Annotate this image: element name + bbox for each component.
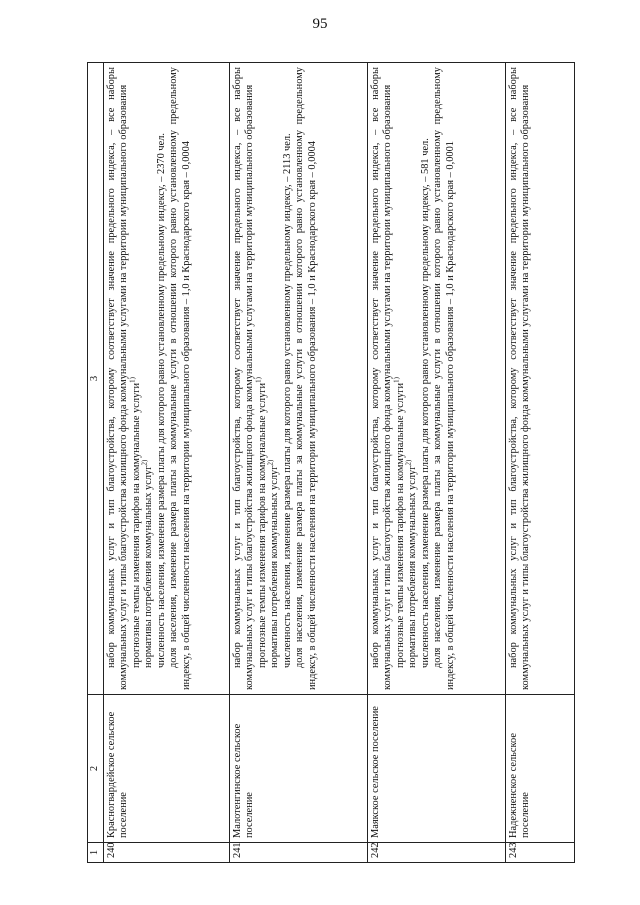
row-description <box>230 63 368 695</box>
description-line: численность населения, изменение размера платы для которого равно установленному предельному индексу, – 2370 чел. <box>155 132 167 668</box>
column-header: 1 <box>88 843 104 863</box>
row-number: 242 <box>368 843 506 863</box>
row-description <box>368 63 506 695</box>
row-number: 241 <box>230 843 368 863</box>
description-line: нормативы потребления коммунальных услуг$^{2)}$ <box>404 459 419 668</box>
description-line: прогнозные темпы изменения тарифов на коммунальные услуги$^{1)}$ <box>392 377 406 668</box>
table-row <box>368 63 506 863</box>
description-line: набор коммунальных услуг и тип благоустройства, которому соответствует значение предельного индекса, – все наборы коммунальных услуг и типы благоустройства жилищного фонда коммунальными услугами на территории муниципального образования <box>508 67 532 690</box>
description-line: набор коммунальных услуг и тип благоустройства, которому соответствует значение предельного индекса, – все наборы коммунальных услуг и типы благоустройства жилищного фонда коммунальными услугами на территории муниципального образования <box>106 67 130 690</box>
row-description <box>104 63 230 695</box>
tariff-index-table <box>87 62 575 863</box>
description-line: численность населения, изменение размера платы для которого равно установленному предельному индексу, – 2113 чел. <box>281 133 293 668</box>
description-line: прогнозные темпы изменения тарифов на коммунальные услуги$^{1)}$ <box>254 377 268 668</box>
description-line: нормативы потребления коммунальных услуг$^{2)}$ <box>266 459 281 668</box>
description-line: доля населения, изменение размера платы за коммунальные услуги в отношении которого равно установленному предельному индексу, в общей численности населения на территории муниципального образования – 1,0 и Краснодарского края – 0,0001 <box>432 67 456 690</box>
description-line: набор коммунальных услуг и тип благоустройства, которому соответствует значение предельного индекса, – все наборы коммунальных услуг и типы благоустройства жилищного фонда коммунальными услугами на территории муниципального образования <box>232 67 256 690</box>
table-container <box>87 63 575 863</box>
description-line: доля населения, изменение размера платы за коммунальные услуги в отношении которого равно установленному предельному индексу, в общей численности населения на территории муниципального образования – 1,0 и Краснодарского края – 0,0004 <box>294 67 318 690</box>
row-description <box>506 63 575 695</box>
row-number: 243 <box>506 843 575 863</box>
municipality-name: Маякское сельское поселение <box>368 695 506 843</box>
table-row <box>506 63 575 863</box>
table-row <box>104 63 230 863</box>
header-row <box>88 63 104 863</box>
column-header: 3 <box>88 63 104 695</box>
description-line: доля населения, изменение размера платы за коммунальные услуги в отношении которого равно установленному предельному индексу, в общей численности населения на территории муниципального образования – 1,0 и Краснодарского края – 0,0004 <box>168 67 192 690</box>
municipality-name: Красногвардейское сельское поселение <box>104 695 230 843</box>
row-number: 240 <box>104 843 230 863</box>
municipality-name: Малотенгинское сельское поселение <box>230 695 368 843</box>
page-number: 95 <box>312 16 328 32</box>
description-line: нормативы потребления коммунальных услуг$^{2)}$ <box>140 459 155 668</box>
municipality-name: Надежненское сельское поселение <box>506 695 575 843</box>
description-line: прогнозные темпы изменения тарифов на коммунальные услуги$^{1)}$ <box>128 377 142 668</box>
column-header: 2 <box>88 695 104 843</box>
description-line: набор коммунальных услуг и тип благоустройства, которому соответствует значение предельного индекса, – все наборы коммунальных услуг и типы благоустройства жилищного фонда коммунальными услугами на территории муниципального образования <box>370 67 394 690</box>
table-row <box>230 63 368 863</box>
description-line: численность населения, изменение размера платы для которого равно установленному предельному индексу, – 581 чел. <box>419 138 431 668</box>
